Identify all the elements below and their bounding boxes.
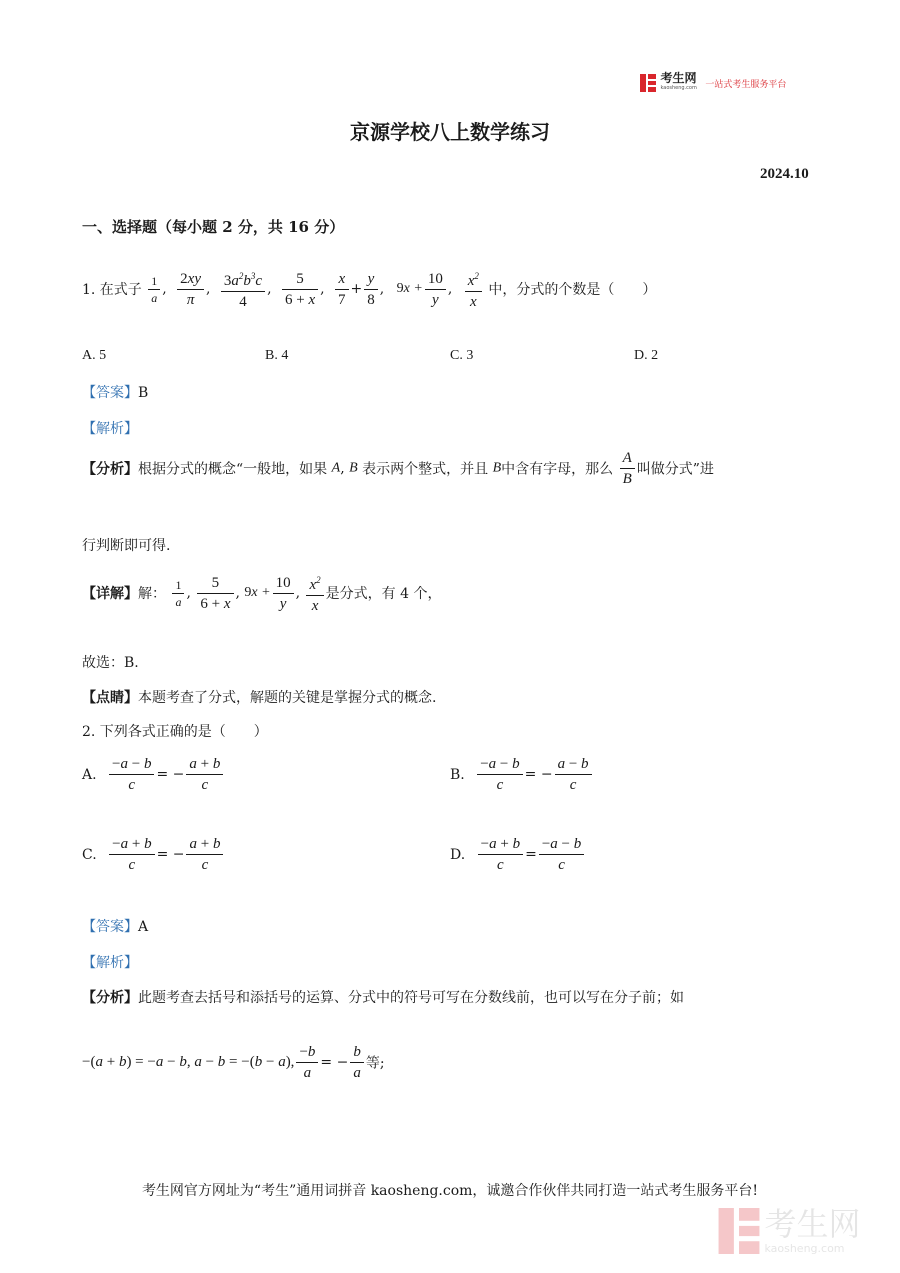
header-logo	[640, 73, 786, 93]
option-label: A.	[82, 766, 97, 783]
page-title: 京源学校八上数学练习	[350, 120, 550, 144]
question-2: 2. 下列各式正确的是（ ）	[82, 724, 268, 740]
q1-fenxi: 【分析】根据分式的概念“一般地，如果 A, B 表示两个整式，并且 B中含有字母，那么 $\frac{A}{B}$ 叫做分式”进	[82, 450, 714, 487]
expr-10-over-y: $\frac{10}{y}$	[425, 269, 446, 310]
section-heading: 一、选择题（每小题 2 分，共 16 分）	[82, 218, 345, 236]
expr-x-over-7: $\frac{x}{7}$	[335, 269, 349, 310]
answer-tag: 【答案】	[82, 385, 138, 401]
detail-post: 是分式，有 4 个，	[325, 586, 442, 602]
q2-option-b: B. $\frac{-a - b}{c}$ = − $\frac{a - b}{c}$	[450, 754, 594, 795]
expr-y-over-8: $\frac{y}{8}$	[364, 269, 378, 310]
q2-answer	[82, 916, 148, 936]
q1-fenxi-cont: 行判断即可得.	[82, 538, 171, 554]
q1-option-c: C. 3	[450, 348, 474, 363]
q1-detail: 【详解】解： $\frac{1}{a}$ , $\frac{5}{6 + x}$ , 9x + $\frac{10}{y}$ , $\frac{x^2}{x}$ 是分式，有 4 个，	[82, 570, 441, 616]
q1-option-b: B. 4	[265, 348, 289, 363]
watermark-text: 考生网	[764, 1205, 861, 1243]
fenxi-text-3: 中含有字母，那么	[501, 461, 614, 478]
fenxi-text-2: 表示两个整式，并且	[362, 461, 489, 478]
watermark	[718, 1206, 860, 1255]
fenxi-text: 此题考查去括号和添括号的运算、分式中的符号可写在分数线前，也可以写在分子前；如	[138, 990, 684, 1006]
footer-text: 考生网官方网址为“考生”通用词拼音 kaosheng.com，诚邀合作伙伴共同打造一站式考生服务平台!	[141, 1183, 759, 1199]
detail-pre: 解：	[138, 586, 166, 602]
option-label: C.	[82, 846, 97, 863]
watermark-sub: kaosheng.com	[764, 1242, 845, 1255]
expr-x2-over-x: $\frac{x^2}{x}$	[465, 266, 482, 312]
question-1: 1. 在式子 $\frac{1}{a}$ , $\frac{2xy}{\pi}$ , $\frac{3a^2b^3c}{4}$ , $\frac{5}{6 + x}$ , $\frac{x}{7}$ + $\frac{y}{8}$ , 9x + $\frac{10}{y}$ , $\frac{x^2}{x}$ 中，分式的个数是（ ）	[82, 266, 656, 312]
q2-option-c: C. $\frac{-a + b}{c}$ = − $\frac{a + b}{c}$	[82, 834, 225, 875]
expr-A-over-B: $\frac{A}{B}$	[620, 448, 635, 489]
expr-1-over-a: $\frac{1}{a}$	[148, 273, 160, 306]
watermark-logo-icon	[718, 1208, 760, 1254]
logo-text: 考生网	[660, 71, 697, 85]
q2-option-a: A. $\frac{-a - b}{c}$ = − $\frac{a + b}{c}$	[82, 754, 225, 795]
q1-answer	[82, 382, 148, 402]
q1-dianjing	[82, 687, 436, 707]
q1-choose: 故选：B.	[82, 655, 139, 671]
fenxi-text-4: 叫做分式”进	[636, 461, 714, 478]
q1-tail: 中，分式的个数是（ ）	[488, 282, 657, 298]
q1-analysis-tag: 【解析】	[82, 421, 138, 437]
answer-tag: 【答案】	[82, 919, 138, 935]
fenxi-text-1: 根据分式的概念“一般地，如果	[138, 461, 328, 478]
option-label: D.	[450, 846, 466, 863]
answer-value: A	[138, 919, 149, 935]
q1-option-d: D. 2	[634, 348, 659, 363]
dianjing-tag: 【点睛】	[82, 690, 138, 706]
expr-5-over-6x: $\frac{5}{6 + x}$	[282, 269, 318, 310]
option-label: B.	[450, 766, 465, 783]
fenxi-tag: 【分析】	[82, 990, 138, 1006]
q2-fenxi	[82, 987, 684, 1007]
q2-formula: −(a + b) = −a − b, a − b = −(b − a), $\frac{-b}{a}$ = − $\frac{b}{a}$ 等;	[82, 1044, 385, 1081]
expr-3a2b3c-over-4: $\frac{3a^2b^3c}{4}$	[221, 266, 265, 312]
answer-value: B	[138, 385, 149, 401]
q2-analysis-tag: 【解析】	[82, 955, 138, 971]
logo-icon	[640, 74, 656, 92]
q1-lead: 1. 在式子	[82, 282, 142, 298]
q1-option-a: A. 5	[82, 348, 107, 363]
detail-tag: 【详解】	[82, 586, 138, 602]
q2-option-d: D. $\frac{-a + b}{c}$ = $\frac{-a - b}{c}$	[450, 834, 586, 875]
dianjing-text: 本题考查了分式，解题的关键是掌握分式的概念.	[138, 690, 437, 706]
date: 2024.10	[760, 166, 809, 182]
logo-sub: kaosheng.com	[660, 85, 697, 91]
fenxi-tag: 【分析】	[82, 461, 138, 478]
logo-slogan: 一站式考生服务平台	[705, 79, 787, 90]
formula-tail: 等;	[365, 1055, 385, 1072]
expr-2xy-over-pi: $\frac{2xy}{\pi}$	[177, 269, 204, 310]
